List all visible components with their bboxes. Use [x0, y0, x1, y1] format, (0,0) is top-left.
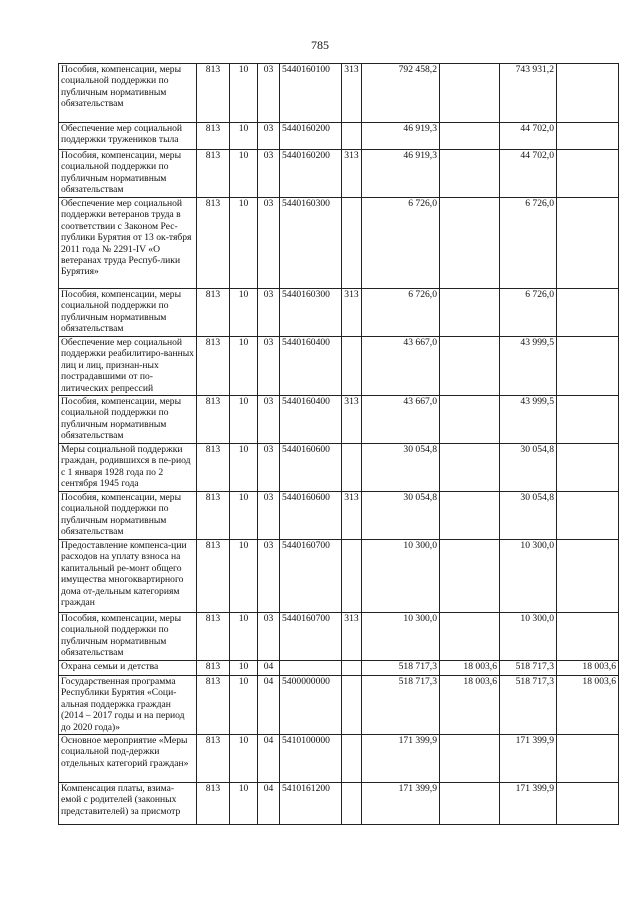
cell-sum-year1: 43 667,0: [362, 396, 440, 444]
cell-sum-year1: 30 054,8: [362, 444, 440, 492]
cell-target-article: 5440160400: [280, 337, 342, 396]
cell-sum-year2: 44 702,0: [500, 123, 557, 150]
table-row: [59, 289, 619, 337]
cell-section-code: 10: [230, 150, 258, 198]
cell-name: Пособия, компенсации, меры социальной поддержки по публичным нормативным обязательствам: [59, 150, 197, 198]
cell-subsection-code: 03: [258, 289, 280, 337]
cell-sum-year1-federal: [440, 198, 500, 289]
cell-subsection-code: 03: [258, 64, 280, 123]
cell-sum-year1: 518 717,3: [362, 676, 440, 735]
budget-table: [58, 63, 619, 825]
cell-sum-year2: 10 300,0: [500, 540, 557, 613]
cell-target-article: 5440160300: [280, 289, 342, 337]
table-row: [59, 492, 619, 540]
cell-target-article: 5440160600: [280, 444, 342, 492]
cell-target-article: 5440160700: [280, 540, 342, 613]
cell-grbs-code: 813: [197, 676, 230, 735]
cell-name: Компенсация платы, взима-емой с родителей (законных представителей) за присмотр: [59, 783, 197, 825]
cell-sum-year1-federal: [440, 735, 500, 783]
cell-sum-year1: 518 717,3: [362, 661, 440, 676]
cell-expense-type: [342, 444, 362, 492]
cell-target-article: [280, 661, 342, 676]
cell-grbs-code: 813: [197, 444, 230, 492]
cell-grbs-code: 813: [197, 540, 230, 613]
cell-subsection-code: 03: [258, 123, 280, 150]
cell-grbs-code: 813: [197, 783, 230, 825]
cell-sum-year1: 6 726,0: [362, 289, 440, 337]
cell-subsection-code: 03: [258, 540, 280, 613]
cell-sum-year2: 44 702,0: [500, 150, 557, 198]
cell-sum-year1: 43 667,0: [362, 337, 440, 396]
cell-sum-year1: 171 399,9: [362, 735, 440, 783]
table-row: [59, 444, 619, 492]
cell-sum-year2-federal: [557, 123, 619, 150]
cell-name: Пособия, компенсации, меры социальной поддержки по публичным нормативным обязательствам: [59, 613, 197, 661]
table-body: [59, 64, 619, 825]
table-row: [59, 613, 619, 661]
cell-subsection-code: 03: [258, 444, 280, 492]
cell-section-code: 10: [230, 613, 258, 661]
cell-sum-year2-federal: [557, 613, 619, 661]
cell-name: Обеспечение мер социальной поддержки реабилитиро-ванных лиц и лиц, признан-ных пострадавшими от по-литических репрессий: [59, 337, 197, 396]
cell-sum-year1-federal: [440, 289, 500, 337]
table-row: [59, 337, 619, 396]
page-number: 785: [311, 38, 329, 52]
cell-expense-type: 313: [342, 64, 362, 123]
cell-sum-year2: 518 717,3: [500, 661, 557, 676]
cell-subsection-code: 03: [258, 396, 280, 444]
cell-target-article: 5440160700: [280, 613, 342, 661]
cell-section-code: 10: [230, 396, 258, 444]
cell-sum-year2: 43 999,5: [500, 337, 557, 396]
cell-section-code: 10: [230, 198, 258, 289]
cell-sum-year2: 171 399,9: [500, 735, 557, 783]
cell-section-code: 10: [230, 540, 258, 613]
cell-sum-year2-federal: [557, 735, 619, 783]
cell-grbs-code: 813: [197, 64, 230, 123]
cell-sum-year2: 518 717,3: [500, 676, 557, 735]
cell-sum-year2: 6 726,0: [500, 198, 557, 289]
table-row: [59, 676, 619, 735]
table-row: [59, 661, 619, 676]
cell-sum-year1-federal: [440, 64, 500, 123]
cell-sum-year1: 10 300,0: [362, 540, 440, 613]
cell-section-code: 10: [230, 123, 258, 150]
cell-sum-year2-federal: 18 003,6: [557, 661, 619, 676]
cell-sum-year2-federal: [557, 396, 619, 444]
cell-sum-year1: 10 300,0: [362, 613, 440, 661]
cell-name: Охрана семьи и детства: [59, 661, 197, 676]
cell-expense-type: [342, 123, 362, 150]
cell-sum-year1-federal: [440, 123, 500, 150]
cell-sum-year2: 171 399,9: [500, 783, 557, 825]
cell-target-article: 5410161200: [280, 783, 342, 825]
cell-sum-year1: 171 399,9: [362, 783, 440, 825]
cell-sum-year2: 43 999,5: [500, 396, 557, 444]
cell-name: Меры социальной поддержки граждан, родившихся в пе-риод с 1 января 1928 года по 2 сентября 1945 года: [59, 444, 197, 492]
table-row: [59, 540, 619, 613]
cell-section-code: 10: [230, 444, 258, 492]
cell-expense-type: 313: [342, 289, 362, 337]
cell-target-article: 5440160200: [280, 150, 342, 198]
cell-sum-year2-federal: [557, 783, 619, 825]
cell-sum-year1-federal: [440, 613, 500, 661]
cell-sum-year2: 10 300,0: [500, 613, 557, 661]
cell-sum-year1: 6 726,0: [362, 198, 440, 289]
cell-expense-type: [342, 337, 362, 396]
cell-sum-year2-federal: [557, 444, 619, 492]
cell-sum-year2-federal: [557, 492, 619, 540]
cell-sum-year1: 46 919,3: [362, 150, 440, 198]
cell-subsection-code: 03: [258, 150, 280, 198]
cell-grbs-code: 813: [197, 337, 230, 396]
cell-expense-type: [342, 783, 362, 825]
cell-subsection-code: 04: [258, 661, 280, 676]
cell-grbs-code: 813: [197, 150, 230, 198]
cell-name: Предоставление компенса-ции расходов на уплату взноса на капитальный ре-монт общего имущества многоквартирного дома от-дельным категориям граждан: [59, 540, 197, 613]
cell-name: Основное мероприятие «Меры социальной под-держки отдельных категорий граждан»: [59, 735, 197, 783]
cell-expense-type: 313: [342, 150, 362, 198]
cell-subsection-code: 04: [258, 676, 280, 735]
cell-expense-type: [342, 676, 362, 735]
cell-sum-year2-federal: [557, 150, 619, 198]
cell-sum-year2-federal: [557, 64, 619, 123]
cell-name: Пособия, компенсации, меры социальной поддержки по публичным нормативным обязательствам: [59, 289, 197, 337]
cell-grbs-code: 813: [197, 289, 230, 337]
cell-target-article: 5410100000: [280, 735, 342, 783]
cell-subsection-code: 03: [258, 492, 280, 540]
cell-grbs-code: 813: [197, 613, 230, 661]
cell-section-code: 10: [230, 783, 258, 825]
cell-section-code: 10: [230, 289, 258, 337]
cell-name: Обеспечение мер социальной поддержки тружеников тыла: [59, 123, 197, 150]
cell-name: Государственная программа Республики Бурятия «Соци-альная поддержка граждан (2014 – 2017 годы и на период до 2020 года)»: [59, 676, 197, 735]
cell-target-article: 5440160300: [280, 198, 342, 289]
cell-expense-type: [342, 198, 362, 289]
cell-sum-year2-federal: [557, 337, 619, 396]
cell-grbs-code: 813: [197, 661, 230, 676]
cell-section-code: 10: [230, 735, 258, 783]
cell-expense-type: [342, 661, 362, 676]
cell-expense-type: 313: [342, 396, 362, 444]
cell-expense-type: 313: [342, 613, 362, 661]
cell-target-article: 5440160600: [280, 492, 342, 540]
cell-sum-year1: 46 919,3: [362, 123, 440, 150]
cell-name: Обеспечение мер социальной поддержки ветеранов труда в соответствии с Законом Рес-публики Бурятия от 13 ок-тября 2011 года № 2291-IV «О ветеранах труда Респуб-лики Бурятия»: [59, 198, 197, 289]
cell-sum-year2-federal: 18 003,6: [557, 676, 619, 735]
cell-target-article: 5400000000: [280, 676, 342, 735]
cell-target-article: 5440160200: [280, 123, 342, 150]
cell-sum-year1-federal: [440, 783, 500, 825]
cell-subsection-code: 03: [258, 198, 280, 289]
cell-name: Пособия, компенсации, меры социальной поддержки по публичным нормативным обязательствам: [59, 492, 197, 540]
table-row: [59, 123, 619, 150]
cell-name: Пособия, компенсации, меры социальной поддержки по публичным нормативным обязательствам: [59, 396, 197, 444]
cell-grbs-code: 813: [197, 123, 230, 150]
cell-target-article: 5440160400: [280, 396, 342, 444]
cell-sum-year1-federal: [440, 492, 500, 540]
cell-sum-year1-federal: [440, 337, 500, 396]
cell-section-code: 10: [230, 492, 258, 540]
cell-sum-year1-federal: [440, 540, 500, 613]
cell-grbs-code: 813: [197, 396, 230, 444]
cell-sum-year2-federal: [557, 540, 619, 613]
cell-subsection-code: 03: [258, 613, 280, 661]
table-row: [59, 198, 619, 289]
cell-sum-year1-federal: 18 003,6: [440, 661, 500, 676]
cell-grbs-code: 813: [197, 198, 230, 289]
cell-section-code: 10: [230, 337, 258, 396]
cell-sum-year2: 743 931,2: [500, 64, 557, 123]
cell-subsection-code: 04: [258, 783, 280, 825]
cell-expense-type: [342, 735, 362, 783]
cell-section-code: 10: [230, 676, 258, 735]
cell-grbs-code: 813: [197, 735, 230, 783]
cell-target-article: 5440160100: [280, 64, 342, 123]
cell-subsection-code: 03: [258, 337, 280, 396]
cell-sum-year1-federal: [440, 444, 500, 492]
cell-grbs-code: 813: [197, 492, 230, 540]
cell-sum-year1-federal: [440, 150, 500, 198]
cell-sum-year2: 6 726,0: [500, 289, 557, 337]
cell-expense-type: 313: [342, 492, 362, 540]
cell-subsection-code: 04: [258, 735, 280, 783]
cell-sum-year2: 30 054,8: [500, 444, 557, 492]
cell-sum-year2-federal: [557, 289, 619, 337]
cell-sum-year2: 30 054,8: [500, 492, 557, 540]
cell-section-code: 10: [230, 661, 258, 676]
cell-name: Пособия, компенсации, меры социальной поддержки по публичным нормативным обязательствам: [59, 64, 197, 123]
table-row: [59, 735, 619, 783]
table-row: [59, 64, 619, 123]
cell-sum-year1: 30 054,8: [362, 492, 440, 540]
cell-sum-year1-federal: 18 003,6: [440, 676, 500, 735]
cell-sum-year1: 792 458,2: [362, 64, 440, 123]
cell-sum-year2-federal: [557, 198, 619, 289]
table-row: [59, 150, 619, 198]
cell-sum-year1-federal: [440, 396, 500, 444]
table-row: [59, 783, 619, 825]
cell-section-code: 10: [230, 64, 258, 123]
cell-expense-type: [342, 540, 362, 613]
table-row: [59, 396, 619, 444]
